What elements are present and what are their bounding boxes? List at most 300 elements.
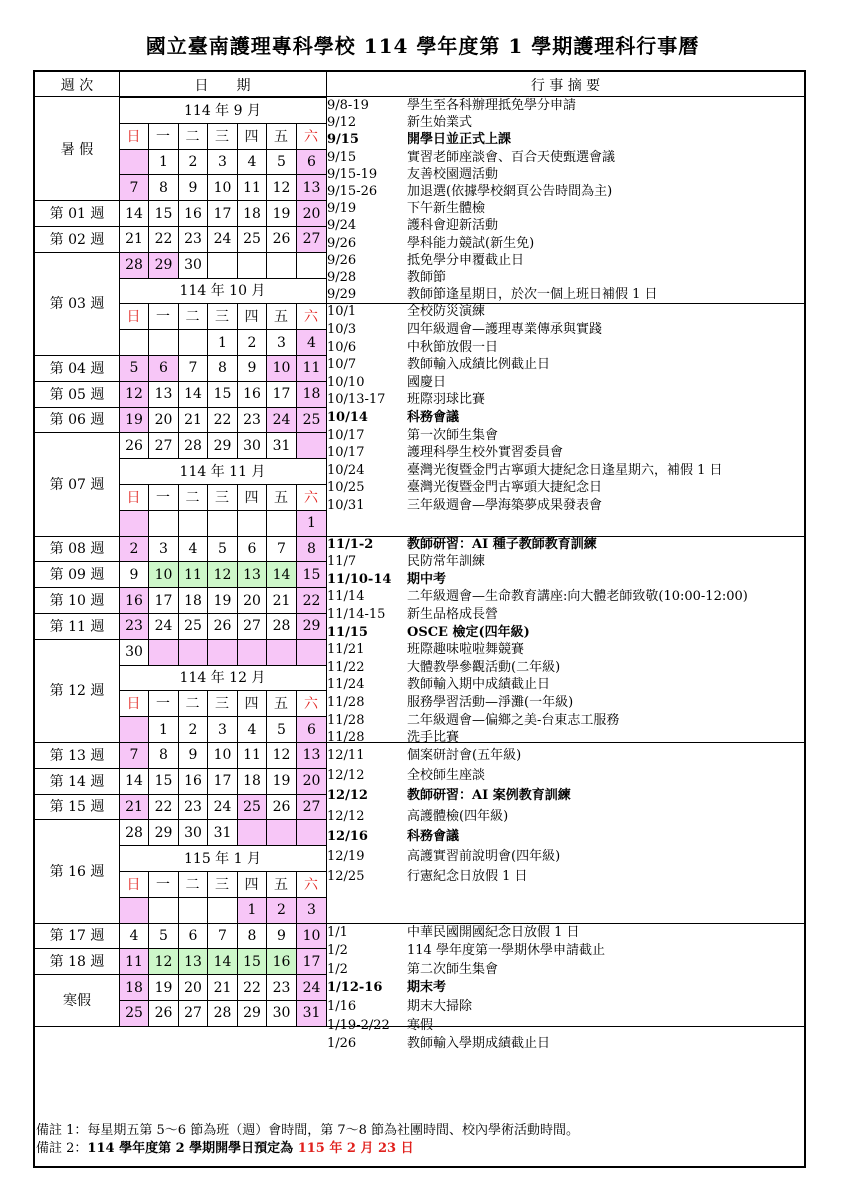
grid-line bbox=[119, 200, 326, 201]
event-text: 科務會議 bbox=[407, 828, 460, 844]
event-text: 教師研習：AI 案例教育訓練 bbox=[407, 788, 571, 804]
date-cell: 24 bbox=[154, 618, 173, 635]
weekday-label: 日 bbox=[126, 696, 141, 713]
grid-line bbox=[148, 742, 149, 768]
date-cell: 13 bbox=[297, 175, 326, 200]
grid-line bbox=[237, 432, 238, 458]
date-cell: 31 bbox=[213, 824, 232, 841]
date-cell bbox=[208, 640, 237, 665]
date-cell: 8 bbox=[218, 360, 227, 377]
date-cell: 12 bbox=[272, 747, 291, 764]
grid-line bbox=[237, 613, 238, 639]
grid-line bbox=[207, 536, 208, 562]
grid-line bbox=[119, 768, 326, 769]
date-cell: 16 bbox=[243, 386, 261, 403]
date-cell: 12 bbox=[120, 382, 148, 407]
date-cell bbox=[238, 640, 266, 665]
grid-line bbox=[266, 200, 267, 226]
date-cell: 26 bbox=[125, 437, 143, 454]
date-cell: 2 bbox=[120, 537, 148, 562]
grid-line bbox=[119, 871, 326, 872]
week-label: 第 15 週 bbox=[49, 799, 105, 816]
event-date: 11/21 bbox=[327, 642, 365, 658]
event-text: 抵免學分申覆截止日 bbox=[407, 252, 525, 268]
grid-line bbox=[178, 613, 179, 639]
grid-line bbox=[119, 123, 326, 124]
date-cell: 15 bbox=[297, 562, 326, 587]
event-date: 12/12 bbox=[327, 788, 368, 804]
grid-line bbox=[148, 561, 149, 587]
grid-line bbox=[237, 149, 238, 175]
grid-line bbox=[148, 1000, 149, 1026]
event-text: 國慶日 bbox=[407, 374, 447, 390]
event-date: 11/28 bbox=[327, 712, 365, 728]
event-text: 教師研習：AI 種子教師教育訓練 bbox=[407, 536, 597, 552]
grid-line bbox=[178, 871, 179, 897]
grid-line bbox=[237, 819, 238, 845]
date-cell: 4 bbox=[129, 927, 139, 944]
grid-line bbox=[178, 484, 179, 510]
date-cell: 1 bbox=[218, 334, 227, 351]
event-text: 加退選(依據學校網頁公告時間為主) bbox=[407, 184, 613, 199]
grid-line bbox=[296, 587, 297, 613]
weekday-label: 三 bbox=[215, 696, 229, 713]
weekday-label: 六 bbox=[304, 876, 318, 893]
grid-line bbox=[119, 484, 326, 485]
grid-line bbox=[237, 484, 238, 510]
date-cell: 31 bbox=[297, 1001, 326, 1026]
grid-line bbox=[207, 226, 208, 252]
grid-line bbox=[266, 819, 267, 845]
week-label: 第 13 週 bbox=[49, 747, 105, 764]
date-cell: 27 bbox=[184, 1005, 202, 1022]
grid-line bbox=[296, 768, 297, 794]
event-date: 9/15-19 bbox=[327, 166, 378, 182]
date-cell: 23 bbox=[184, 798, 202, 815]
grid-line bbox=[178, 690, 179, 716]
event-date: 9/26 bbox=[327, 252, 357, 268]
grid-line bbox=[178, 355, 179, 381]
date-cell: 17 bbox=[213, 205, 232, 222]
grid-line bbox=[148, 587, 149, 613]
event-text: 學生至各科辦理抵免學分申請 bbox=[407, 98, 577, 113]
date-cell bbox=[267, 511, 296, 536]
grid-line bbox=[237, 407, 238, 433]
date-cell: 2 bbox=[247, 334, 257, 351]
grid-line bbox=[119, 355, 326, 356]
month-header: 114 年 12 月 bbox=[179, 670, 266, 687]
event-text: 班際趣味啦啦舞競賽 bbox=[407, 642, 525, 658]
grid-line bbox=[296, 948, 297, 974]
event-date: 11/24 bbox=[327, 677, 365, 693]
grid-line bbox=[266, 1000, 267, 1026]
grid-line bbox=[266, 329, 267, 355]
week-label: 第 18 週 bbox=[49, 954, 105, 971]
event-text: 中華民國開國紀念日放假 1 日 bbox=[407, 924, 580, 940]
date-cell bbox=[297, 433, 326, 458]
date-cell: 10 bbox=[297, 924, 326, 949]
date-cell: 18 bbox=[243, 773, 261, 790]
date-cell: 21 bbox=[213, 979, 232, 996]
grid-line bbox=[148, 200, 149, 226]
date-cell: 9 bbox=[129, 566, 139, 583]
grid-line bbox=[119, 897, 326, 898]
month-header: 115 年 1 月 bbox=[184, 851, 261, 868]
date-cell: 6 bbox=[297, 717, 326, 742]
date-cell: 30 bbox=[272, 1005, 291, 1022]
date-cell: 14 bbox=[125, 773, 143, 790]
grid-line bbox=[148, 484, 149, 510]
page-title: 國立臺南護理專科學校 114 學年度第 1 學期護理科行事曆 bbox=[145, 34, 700, 58]
event-date: 9/28 bbox=[327, 270, 357, 285]
date-cell: 10 bbox=[267, 356, 296, 381]
notes bbox=[36, 1122, 579, 1158]
grid-line bbox=[148, 871, 149, 897]
grid-line bbox=[207, 587, 208, 613]
grid-line bbox=[296, 819, 297, 845]
grid-line bbox=[237, 329, 238, 355]
date-cell: 9 bbox=[247, 360, 257, 377]
date-cell bbox=[179, 511, 207, 536]
event-date: 11/28 bbox=[327, 695, 365, 710]
date-cell: 22 bbox=[154, 231, 173, 248]
grid-line bbox=[35, 407, 119, 408]
date-cell bbox=[297, 820, 326, 845]
event-text: 期末考 bbox=[407, 980, 447, 996]
grid-line bbox=[266, 742, 267, 768]
event-date: 12/11 bbox=[327, 748, 365, 763]
date-cell: 29 bbox=[213, 437, 232, 454]
weekday-label: 五 bbox=[274, 128, 288, 145]
date-cell: 1 bbox=[159, 153, 168, 170]
date-cell: 22 bbox=[213, 411, 232, 428]
grid-line bbox=[266, 587, 267, 613]
date-cell: 20 bbox=[184, 979, 202, 996]
grid-line bbox=[178, 639, 179, 665]
date-cell: 11 bbox=[297, 356, 326, 381]
date-cell bbox=[120, 717, 148, 742]
date-cell bbox=[149, 640, 178, 665]
grid-line bbox=[148, 407, 149, 433]
grid-line bbox=[207, 897, 208, 923]
event-date: 11/14-15 bbox=[327, 607, 386, 622]
grid-line bbox=[237, 690, 238, 716]
date-cell: 26 bbox=[272, 231, 291, 248]
date-cell: 5 bbox=[277, 153, 286, 170]
date-cell bbox=[120, 511, 148, 536]
week-label: 第 11 週 bbox=[49, 618, 105, 635]
weekday-label: 二 bbox=[185, 128, 200, 145]
grid-line bbox=[148, 923, 149, 949]
grid-line bbox=[178, 1000, 179, 1026]
date-cell: 6 bbox=[188, 927, 198, 944]
grid-line bbox=[296, 742, 297, 768]
grid-line bbox=[148, 897, 149, 923]
grid-line bbox=[266, 768, 267, 794]
date-cell: 25 bbox=[184, 618, 202, 635]
date-cell: 30 bbox=[184, 824, 202, 841]
date-cell: 6 bbox=[149, 356, 178, 381]
date-cell: 19 bbox=[120, 408, 148, 433]
event-text: 班際羽球比賽 bbox=[407, 392, 486, 408]
header-week: 週 次 bbox=[60, 77, 94, 94]
month-header: 114 年 10 月 bbox=[179, 283, 266, 300]
date-cell: 1 bbox=[159, 721, 168, 738]
date-cell: 19 bbox=[154, 979, 173, 996]
note-2-text: 114 學年度第 2 學期開學日預定為 bbox=[87, 1141, 298, 1156]
date-cell: 31 bbox=[272, 437, 291, 454]
event-text: 教師輸入學期成績截止日 bbox=[407, 1036, 551, 1052]
date-cell: 12 bbox=[208, 562, 237, 587]
weekday-label: 三 bbox=[215, 309, 229, 326]
grid-line bbox=[35, 639, 119, 640]
grid-line bbox=[296, 252, 297, 278]
date-cell: 25 bbox=[238, 795, 266, 820]
grid-line bbox=[296, 1000, 297, 1026]
grid-line bbox=[296, 639, 297, 665]
grid-line bbox=[296, 923, 297, 949]
date-cell: 4 bbox=[297, 330, 326, 355]
date-cell: 7 bbox=[120, 175, 148, 200]
date-cell: 13 bbox=[297, 743, 326, 768]
grid-line bbox=[296, 690, 297, 716]
date-cell: 23 bbox=[272, 979, 291, 996]
grid-line bbox=[237, 200, 238, 226]
event-date: 9/15-26 bbox=[327, 184, 378, 199]
event-date: 10/6 bbox=[327, 339, 357, 355]
date-cell: 23 bbox=[243, 411, 261, 428]
date-cell: 25 bbox=[243, 231, 261, 248]
date-cell: 2 bbox=[188, 153, 198, 170]
weekday-label: 二 bbox=[185, 696, 200, 713]
grid-line bbox=[237, 742, 238, 768]
date-cell: 20 bbox=[154, 411, 173, 428]
date-cell: 19 bbox=[213, 592, 232, 609]
event-text: 行憲紀念日放假 1 日 bbox=[407, 869, 528, 885]
grid-line bbox=[266, 226, 267, 252]
event-text: 期末大掃除 bbox=[407, 999, 473, 1014]
grid-line bbox=[207, 407, 208, 433]
event-text: 教師輸入期中成績截止日 bbox=[407, 677, 551, 693]
grid-line bbox=[178, 329, 179, 355]
event-text: 臺灣光復暨金門古寧頭大捷紀念日 bbox=[407, 480, 603, 496]
weekday-label: 二 bbox=[185, 309, 200, 326]
grid-line bbox=[237, 561, 238, 587]
grid-line bbox=[237, 174, 238, 200]
grid-line bbox=[119, 303, 326, 304]
grid-line bbox=[35, 948, 119, 949]
grid-line bbox=[178, 149, 179, 175]
grid-line bbox=[296, 716, 297, 742]
date-cell: 2 bbox=[188, 721, 198, 738]
date-cell bbox=[238, 253, 266, 278]
week-label: 暑 假 bbox=[60, 141, 94, 158]
grid-line bbox=[178, 897, 179, 923]
date-cell: 5 bbox=[218, 540, 227, 557]
date-cell: 15 bbox=[213, 386, 232, 403]
date-cell: 7 bbox=[188, 360, 198, 377]
event-text: 二年級週會—偏鄉之美-台東志工服務 bbox=[407, 712, 620, 728]
weekday-label: 六 bbox=[304, 309, 318, 326]
date-cell bbox=[208, 511, 237, 536]
grid-line bbox=[178, 174, 179, 200]
date-cell: 4 bbox=[247, 721, 257, 738]
weekday-label: 四 bbox=[244, 128, 259, 145]
date-cell bbox=[238, 511, 266, 536]
grid-line bbox=[119, 432, 326, 433]
grid-line bbox=[148, 794, 149, 820]
date-cell: 14 bbox=[184, 386, 202, 403]
date-cell: 21 bbox=[272, 592, 291, 609]
event-date: 12/12 bbox=[327, 768, 365, 784]
date-cell: 1 bbox=[297, 511, 326, 536]
grid-line bbox=[207, 303, 208, 329]
date-cell: 13 bbox=[238, 562, 266, 587]
date-cell: 9 bbox=[188, 179, 198, 196]
date-cell: 5 bbox=[120, 356, 148, 381]
weekday-label: 五 bbox=[274, 876, 288, 893]
grid-line bbox=[178, 819, 179, 845]
grid-line bbox=[266, 871, 267, 897]
grid-line bbox=[207, 484, 208, 510]
grid-line bbox=[296, 226, 297, 252]
date-cell: 3 bbox=[297, 898, 326, 923]
date-cell: 21 bbox=[120, 795, 148, 820]
grid-line bbox=[35, 355, 119, 356]
date-cell: 4 bbox=[247, 153, 257, 170]
grid-line bbox=[296, 974, 297, 1000]
grid-line bbox=[178, 432, 179, 458]
grid-line bbox=[119, 948, 326, 949]
date-cell: 29 bbox=[297, 614, 326, 639]
event-text: 三年級週會—學海築夢成果發表會 bbox=[407, 498, 603, 513]
grid-line bbox=[148, 613, 149, 639]
event-text: 教師輸入成績比例截止日 bbox=[407, 357, 551, 373]
grid-line bbox=[296, 432, 297, 458]
grid-line bbox=[207, 794, 208, 820]
event-text: 新生品格成長營 bbox=[407, 607, 499, 622]
grid-line bbox=[207, 252, 208, 278]
date-cell: 7 bbox=[120, 743, 148, 768]
grid-line bbox=[119, 742, 326, 743]
header-event: 行 事 摘 要 bbox=[530, 77, 601, 94]
date-cell: 15 bbox=[154, 205, 173, 222]
event-date: 1/16 bbox=[327, 999, 357, 1014]
grid-line bbox=[237, 381, 238, 407]
grid-line bbox=[119, 613, 326, 614]
grid-line bbox=[148, 690, 149, 716]
weekday-label: 六 bbox=[304, 489, 318, 506]
grid-line bbox=[266, 639, 267, 665]
date-cell: 12 bbox=[149, 949, 178, 974]
date-cell: 30 bbox=[184, 257, 202, 274]
grid-line bbox=[35, 794, 119, 795]
date-cell: 28 bbox=[213, 1005, 232, 1022]
grid-line bbox=[119, 561, 326, 562]
note-2-prefix: 備註 2： bbox=[36, 1141, 88, 1156]
grid-line bbox=[119, 794, 326, 795]
grid-line bbox=[178, 303, 179, 329]
date-cell bbox=[120, 898, 148, 923]
date-cell: 14 bbox=[125, 205, 143, 222]
grid-line bbox=[266, 923, 267, 949]
weekday-label: 五 bbox=[274, 489, 288, 506]
date-cell bbox=[267, 253, 296, 278]
date-cell: 8 bbox=[159, 179, 168, 196]
grid-line bbox=[148, 716, 149, 742]
week-label: 第 17 週 bbox=[49, 928, 105, 945]
grid-line bbox=[266, 355, 267, 381]
grid-line bbox=[35, 768, 119, 769]
grid-line bbox=[266, 123, 267, 149]
date-cell: 22 bbox=[297, 588, 326, 613]
grid-line bbox=[178, 536, 179, 562]
weekday-label: 一 bbox=[156, 696, 170, 713]
date-cell: 20 bbox=[297, 769, 326, 794]
grid-line bbox=[296, 149, 297, 175]
grid-line bbox=[178, 200, 179, 226]
grid-line bbox=[237, 536, 238, 562]
date-cell: 16 bbox=[184, 205, 202, 222]
grid-line bbox=[148, 174, 149, 200]
date-cell: 9 bbox=[188, 747, 198, 764]
event-date: 10/31 bbox=[327, 498, 365, 513]
date-cell: 10 bbox=[213, 747, 232, 764]
event-date: 10/13-17 bbox=[327, 392, 386, 408]
grid-line bbox=[207, 123, 208, 149]
event-date: 1/26 bbox=[327, 1036, 357, 1052]
grid-line bbox=[178, 587, 179, 613]
grid-line bbox=[296, 407, 297, 433]
week-label: 第 03 週 bbox=[49, 296, 105, 313]
weekday-label: 六 bbox=[304, 696, 318, 713]
date-cell: 7 bbox=[277, 540, 286, 557]
event-date: 12/25 bbox=[327, 869, 365, 885]
date-cell bbox=[149, 898, 178, 923]
grid-line bbox=[119, 974, 326, 975]
grid-line bbox=[119, 407, 326, 408]
grid-line bbox=[296, 123, 297, 149]
grid-line bbox=[296, 794, 297, 820]
date-cell bbox=[179, 330, 207, 355]
weekday-label: 五 bbox=[274, 696, 288, 713]
weekday-label: 三 bbox=[215, 489, 229, 506]
date-cell: 14 bbox=[208, 949, 237, 974]
grid-line bbox=[207, 149, 208, 175]
event-text: OSCE 檢定(四年級) bbox=[407, 624, 530, 640]
grid-line bbox=[119, 716, 326, 717]
weekday-label: 四 bbox=[244, 876, 259, 893]
grid-line bbox=[237, 1000, 238, 1026]
event-text: 期中考 bbox=[407, 571, 447, 587]
date-cell: 18 bbox=[120, 975, 148, 1000]
event-date: 12/16 bbox=[327, 828, 368, 844]
event-date: 1/2 bbox=[327, 961, 348, 977]
grid-line bbox=[35, 613, 119, 614]
grid-line bbox=[207, 690, 208, 716]
grid-line bbox=[237, 587, 238, 613]
date-cell: 26 bbox=[154, 1005, 173, 1022]
event-date: 10/10 bbox=[327, 374, 365, 390]
event-date: 12/12 bbox=[327, 808, 365, 824]
event-date: 9/24 bbox=[327, 218, 357, 234]
weekday-label: 日 bbox=[126, 876, 141, 893]
grid-line bbox=[207, 1000, 208, 1026]
month-header: 114 年 9 月 bbox=[184, 102, 261, 119]
grid-line bbox=[35, 742, 119, 743]
grid-line bbox=[207, 561, 208, 587]
grid-line bbox=[148, 432, 149, 458]
